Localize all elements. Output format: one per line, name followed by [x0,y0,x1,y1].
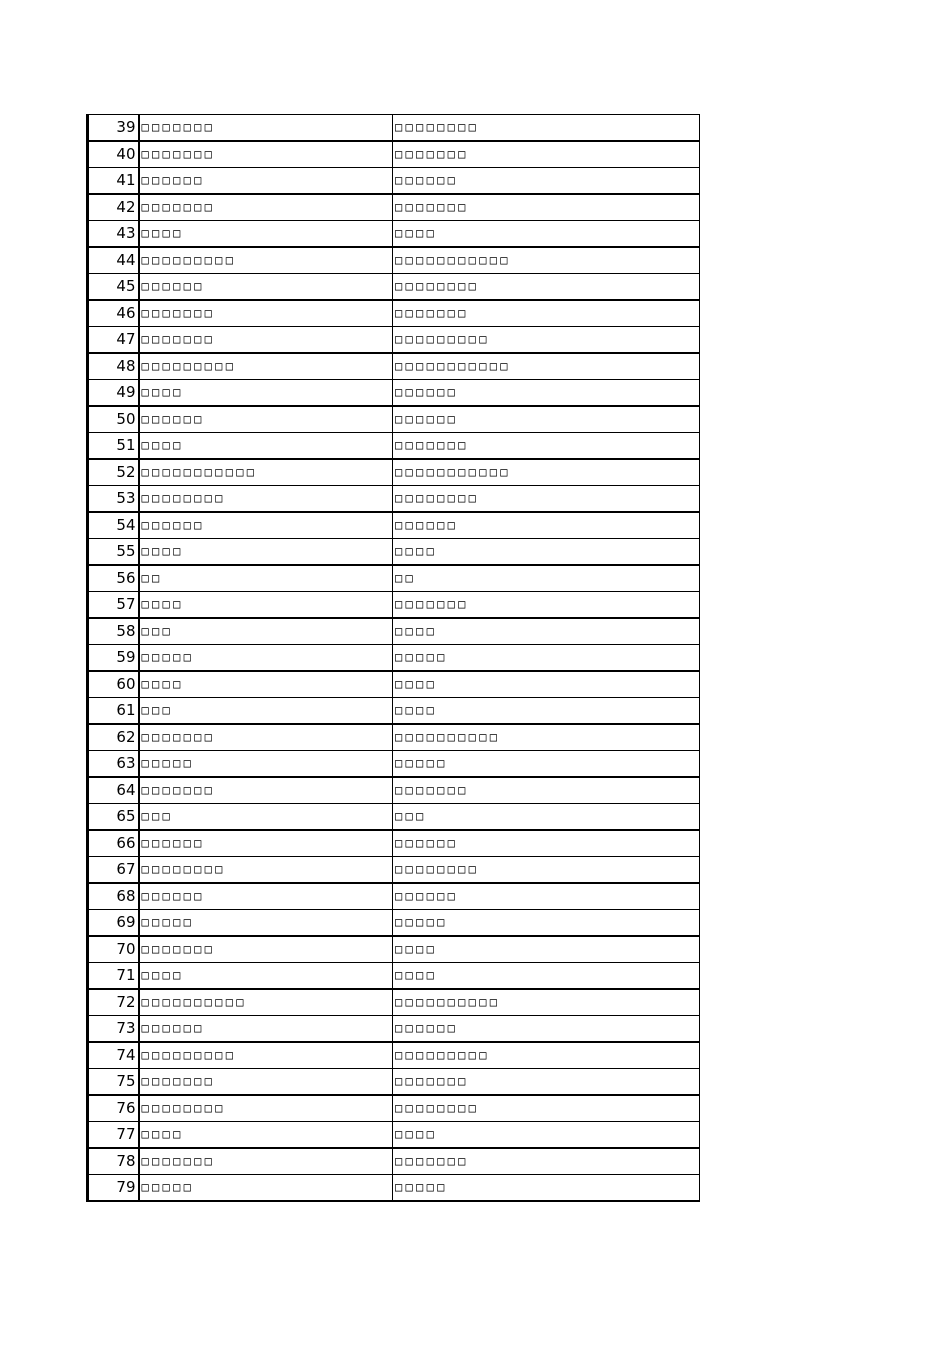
table-row [88,247,700,274]
cell-col-b: □□□□□□□ [393,300,700,327]
row-number-cell: 52 [88,459,139,486]
cell-col-a: □□□□□□□ [139,1148,393,1175]
cell-col-a: □□□□□□□ [139,1069,393,1096]
cell-col-b: □□□□ [393,698,700,725]
cell-col-b: □□□□□□□□□ [393,1042,700,1069]
row-number-cell: 64 [88,777,139,804]
cell-col-b: □□□□ [393,671,700,698]
table-row [88,618,700,645]
row-number-cell: 45 [88,274,139,301]
row-number-cell: 69 [88,910,139,937]
cell-col-a: □□□ [139,618,393,645]
row-number-cell: 49 [88,380,139,407]
table-row [88,274,700,301]
table-row [88,751,700,778]
cell-col-a: □□□□□□□ [139,300,393,327]
row-number-cell: 54 [88,512,139,539]
row-number-cell: 65 [88,804,139,831]
row-number-cell: 75 [88,1069,139,1096]
cell-col-b: □□□□□□□ [393,141,700,168]
table-row [88,645,700,672]
table-row [88,1122,700,1149]
table-row [88,1069,700,1096]
table-row [88,512,700,539]
cell-col-a: □□□□□□□□□□ [139,989,393,1016]
cell-col-a: □□□ [139,804,393,831]
cell-col-a: □□ [139,565,393,592]
cell-col-a: □□□□□□ [139,1016,393,1043]
table-row [88,380,700,407]
cell-col-a: □□□□ [139,380,393,407]
cell-col-b: □□□□ [393,963,700,990]
cell-col-a: □□□□ [139,592,393,619]
cell-col-a: □□□□□□ [139,512,393,539]
cell-col-b: □□□□ [393,618,700,645]
table-row [88,698,700,725]
cell-col-b: □□□□□□□ [393,777,700,804]
cell-col-b: □□□□□□□□ [393,274,700,301]
table-row [88,539,700,566]
cell-col-b: □□□□□□ [393,830,700,857]
table-row [88,592,700,619]
cell-col-b: □□□□□□□ [393,1148,700,1175]
table-row [88,1175,700,1202]
cell-col-a: □□□□□□ [139,168,393,195]
row-number-cell: 77 [88,1122,139,1149]
row-number-cell: 39 [88,115,139,142]
cell-col-b: □□ [393,565,700,592]
table-row [88,963,700,990]
cell-col-a: □□□□□□□ [139,724,393,751]
cell-col-a: □□□□□□□□□ [139,353,393,380]
row-number-cell: 63 [88,751,139,778]
row-number-cell: 56 [88,565,139,592]
table-row [88,671,700,698]
table-row [88,459,700,486]
cell-col-a: □□□□□□□□□□□ [139,459,393,486]
table-row [88,777,700,804]
row-number-cell: 71 [88,963,139,990]
row-number-cell: 48 [88,353,139,380]
cell-col-a: □□□□□□ [139,406,393,433]
row-number-cell: 55 [88,539,139,566]
row-number-cell: 41 [88,168,139,195]
cell-col-b: □□□□□□□ [393,1069,700,1096]
table-row [88,1095,700,1122]
table-row [88,1042,700,1069]
row-number-cell: 78 [88,1148,139,1175]
row-number-cell: 51 [88,433,139,460]
row-number-cell: 43 [88,221,139,248]
table-row [88,433,700,460]
table-row [88,910,700,937]
cell-col-a: □□□□□□□ [139,141,393,168]
table-row [88,194,700,221]
row-number-cell: 53 [88,486,139,513]
cell-col-b: □□□□□□ [393,883,700,910]
cell-col-a: □□□□□ [139,910,393,937]
row-number-cell: 76 [88,1095,139,1122]
cell-col-a: □□□□ [139,433,393,460]
cell-col-a: □□□□□□ [139,274,393,301]
cell-col-b: □□□□□ [393,1175,700,1202]
cell-col-a: □□□□□ [139,1175,393,1202]
cell-col-b: □□□□□□□□□ [393,327,700,354]
cell-col-a: □□□□□ [139,751,393,778]
table-row [88,327,700,354]
cell-col-a: □□□□□□□□ [139,857,393,884]
row-number-cell: 72 [88,989,139,1016]
table-row [88,565,700,592]
cell-col-a: □□□□□□□ [139,936,393,963]
row-number-cell: 59 [88,645,139,672]
cell-col-b: □□□□□ [393,910,700,937]
row-number-cell: 58 [88,618,139,645]
row-number-cell: 70 [88,936,139,963]
table-row [88,883,700,910]
cell-col-a: □□□□□□□ [139,777,393,804]
cell-col-a: □□□□□□ [139,830,393,857]
cell-col-b: □□□□□□□ [393,592,700,619]
row-number-cell: 40 [88,141,139,168]
cell-col-a: □□□□□□ [139,883,393,910]
cell-col-b: □□□□□□□□ [393,115,700,142]
table-row [88,989,700,1016]
cell-col-b: □□□□□□□□ [393,1095,700,1122]
table-body [88,115,700,1202]
row-number-cell: 66 [88,830,139,857]
cell-col-b: □□□□□□□□□□ [393,724,700,751]
row-number-cell: 61 [88,698,139,725]
cell-col-b: □□□□□□□□ [393,857,700,884]
row-number-cell: 46 [88,300,139,327]
row-number-cell: 74 [88,1042,139,1069]
row-number-cell: 73 [88,1016,139,1043]
table-row [88,300,700,327]
cell-col-a: □□□□ [139,963,393,990]
row-number-cell: 68 [88,883,139,910]
cell-col-a: □□□□□□□□ [139,1095,393,1122]
cell-col-b: □□□□□□ [393,168,700,195]
table-row [88,221,700,248]
row-number-cell: 57 [88,592,139,619]
row-number-cell: 62 [88,724,139,751]
data-table [86,114,700,1202]
cell-col-b: □□□□□□□□ [393,486,700,513]
row-number-cell: 50 [88,406,139,433]
spreadsheet-page [86,114,698,1202]
cell-col-a: □□□□ [139,539,393,566]
cell-col-b: □□□□□□□ [393,194,700,221]
cell-col-b: □□□□ [393,1122,700,1149]
cell-col-b: □□□□□□□□□□□ [393,247,700,274]
cell-col-b: □□□□□ [393,751,700,778]
cell-col-b: □□□□□□ [393,406,700,433]
cell-col-a: □□□□□□□ [139,115,393,142]
table-row [88,141,700,168]
cell-col-a: □□□□ [139,671,393,698]
cell-col-b: □□□□ [393,539,700,566]
cell-col-b: □□□□□□ [393,1016,700,1043]
cell-col-a: □□□□□□□□□ [139,247,393,274]
cell-col-a: □□□□□ [139,645,393,672]
table-row [88,1016,700,1043]
cell-col-b: □□□□ [393,221,700,248]
table-row [88,1148,700,1175]
row-number-cell: 60 [88,671,139,698]
cell-col-b: □□□□□ [393,645,700,672]
cell-col-a: □□□□□□□ [139,194,393,221]
cell-col-b: □□□□□□□ [393,433,700,460]
table-row [88,804,700,831]
table-row [88,406,700,433]
table-row [88,830,700,857]
cell-col-a: □□□□ [139,221,393,248]
row-number-cell: 42 [88,194,139,221]
table-row [88,936,700,963]
table-row [88,353,700,380]
table-row [88,168,700,195]
table-row [88,857,700,884]
cell-col-b: □□□□□□ [393,512,700,539]
table-row [88,724,700,751]
table-row [88,115,700,142]
cell-col-b: □□□□□□□□□□□ [393,459,700,486]
cell-col-a: □□□□□□□□ [139,486,393,513]
row-number-cell: 47 [88,327,139,354]
cell-col-a: □□□□□□□ [139,327,393,354]
cell-col-a: □□□□ [139,1122,393,1149]
cell-col-b: □□□□□□□□□□ [393,989,700,1016]
cell-col-b: □□□□□□ [393,380,700,407]
cell-col-a: □□□□□□□□□ [139,1042,393,1069]
row-number-cell: 67 [88,857,139,884]
cell-col-b: □□□□ [393,936,700,963]
cell-col-b: □□□□□□□□□□□ [393,353,700,380]
row-number-cell: 79 [88,1175,139,1202]
table-row [88,486,700,513]
row-number-cell: 44 [88,247,139,274]
cell-col-a: □□□ [139,698,393,725]
cell-col-b: □□□ [393,804,700,831]
